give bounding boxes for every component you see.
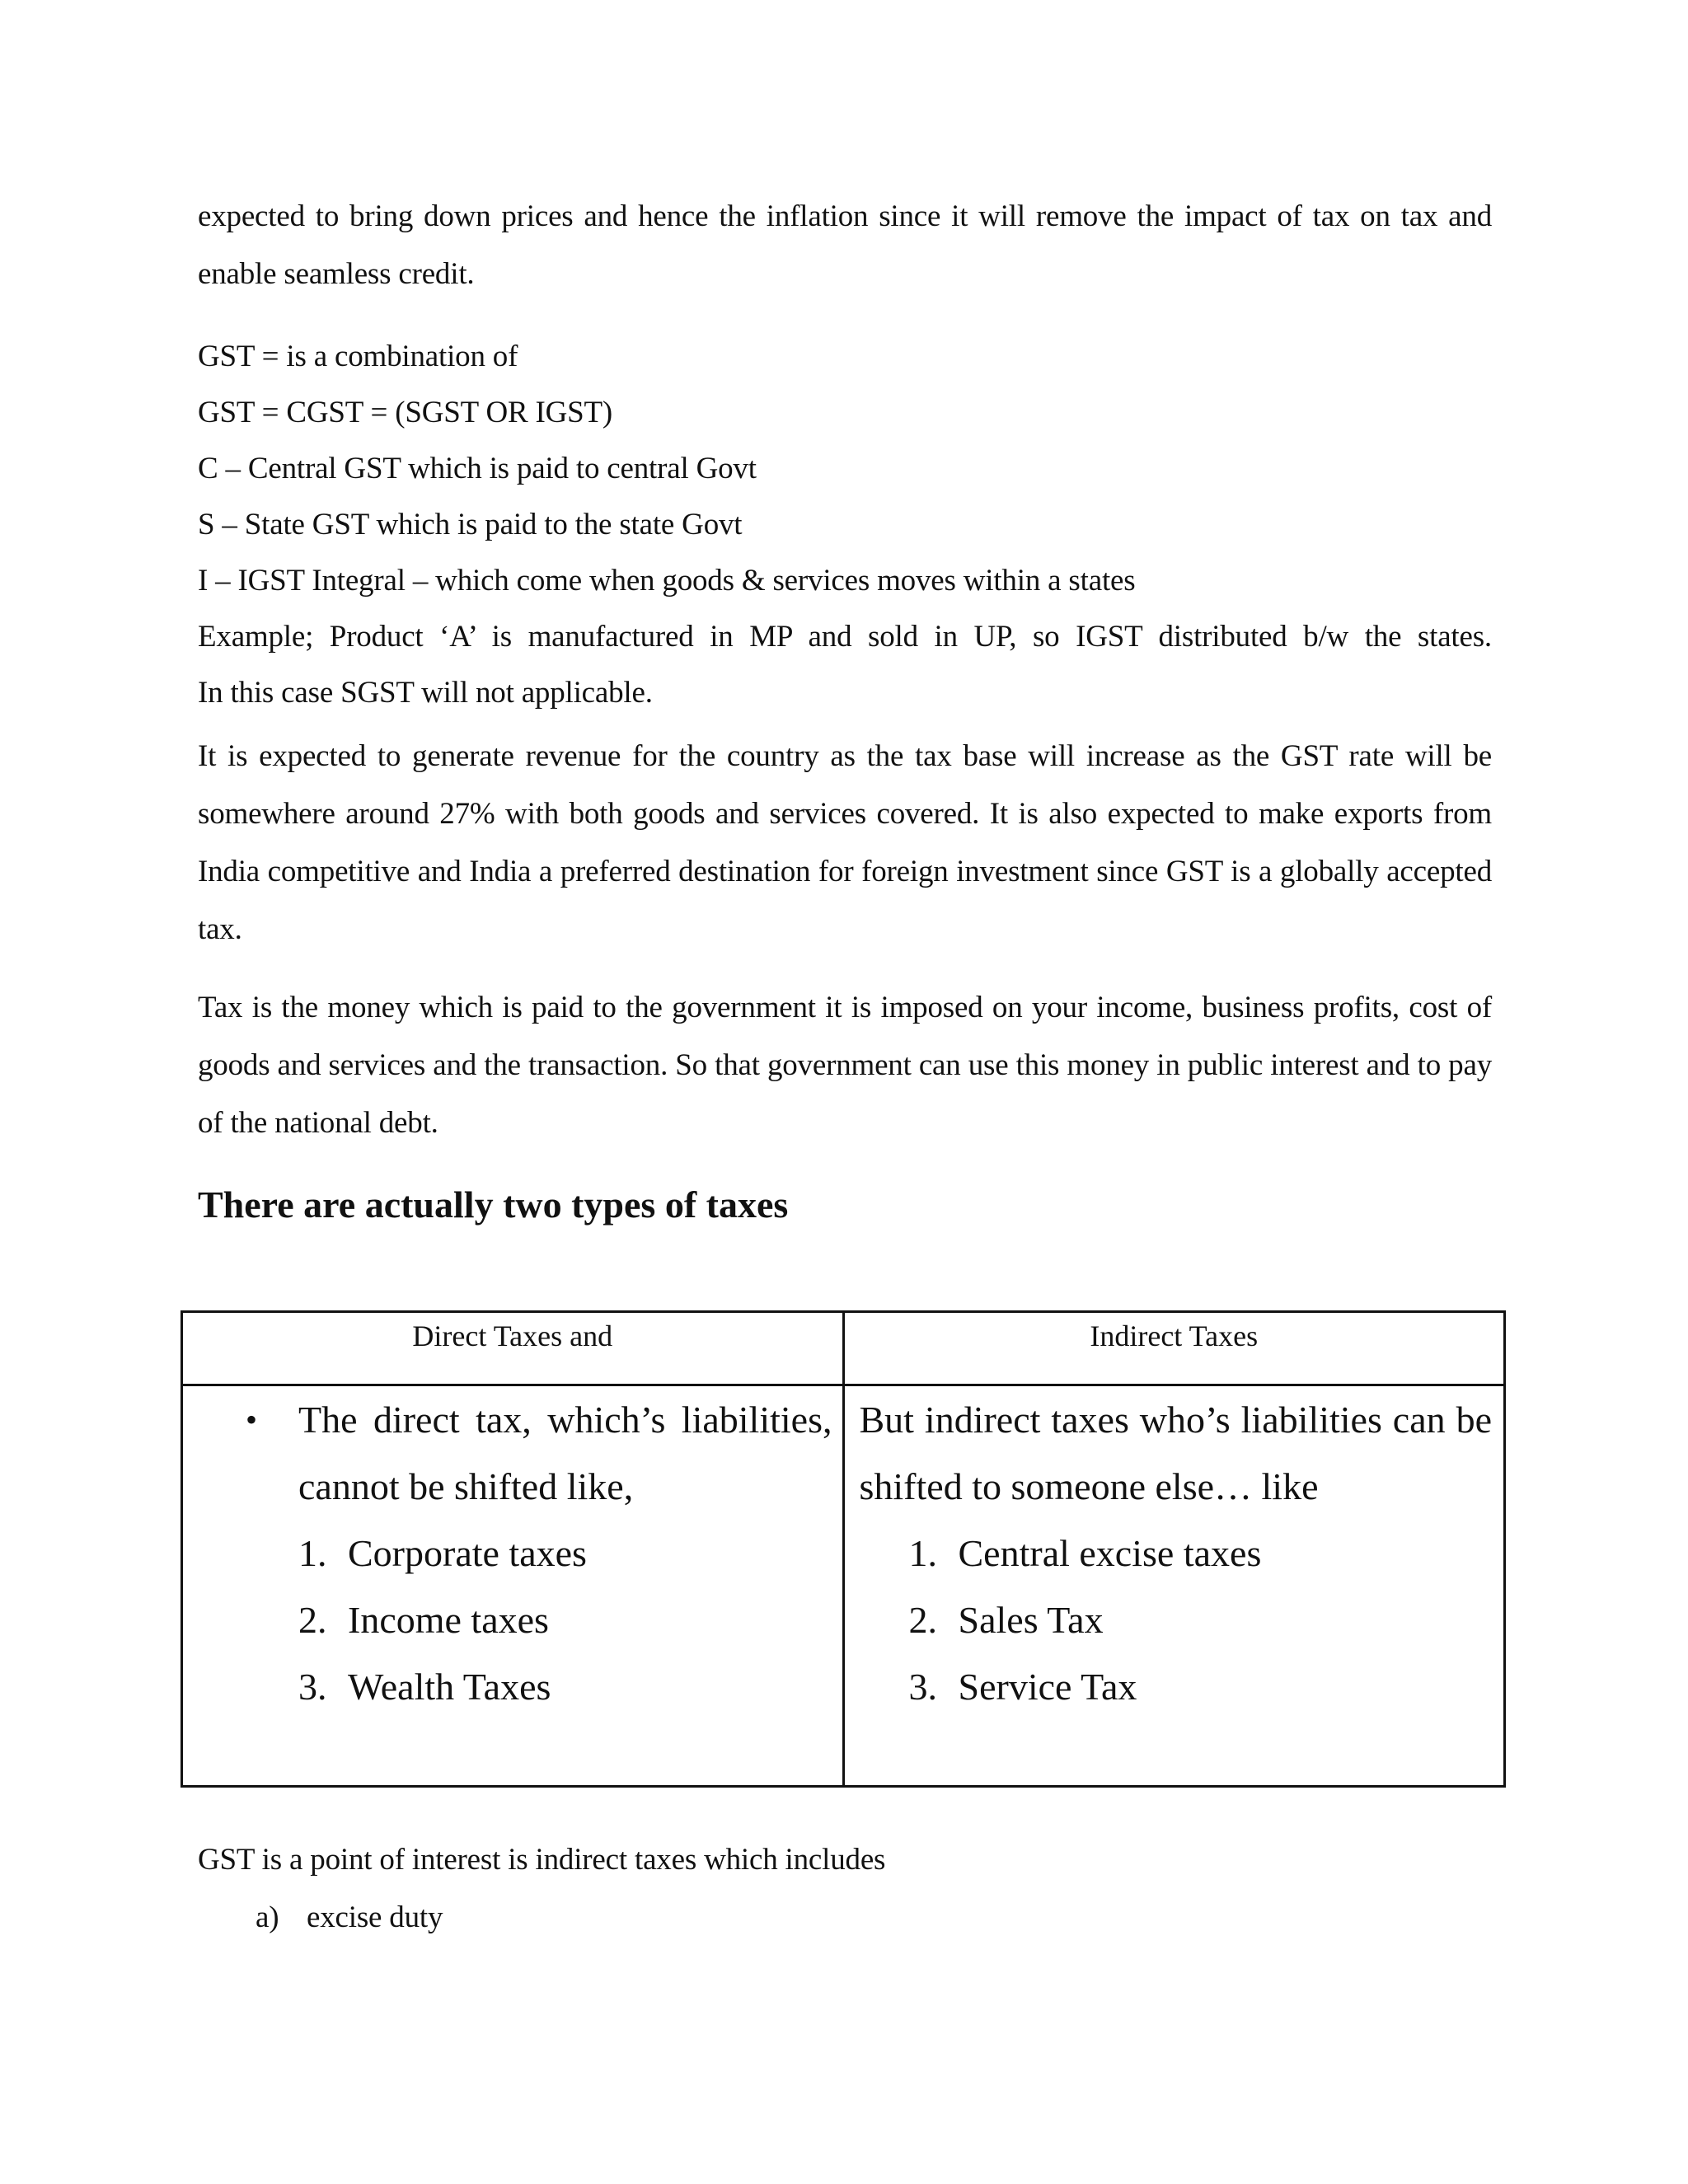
gst-line-4: S – State GST which is paid to the state Govt	[198, 508, 743, 541]
closing-list-item	[256, 1897, 443, 1938]
direct-tax-description: The direct tax, which’s liabilities, cannot be shifted like,	[298, 1399, 832, 1507]
list-item: 3. Wealth Taxes	[298, 1666, 551, 1708]
list-item: 3. Service Tax	[908, 1666, 1137, 1708]
indirect-tax-list	[860, 1520, 1493, 1720]
revenue-paragraph: It is expected to generate revenue for the country as the tax base will increase as the GST rate will be somewhere around 27% with both goods and services covered. It is also expected to make exports from India competitive and India a preferred destination for foreign investment since GST is a globally accepted tax.	[198, 739, 1492, 946]
list-label: excise duty	[307, 1900, 443, 1934]
gst-example-line: Example; Product ‘A’ is manufactured in MP and sold in UP, so IGST distributed b/w the states.	[198, 620, 1492, 654]
direct-taxes-cell	[182, 1385, 844, 1787]
indirect-tax-description: But indirect taxes who’s liabilities can be shifted to someone else… like	[859, 1399, 1492, 1507]
bullet-icon: •	[246, 1401, 258, 1438]
gst-line-1: GST = is a combination of	[198, 340, 518, 373]
intro-paragraph: expected to bring down prices and hence the inflation since it will remove the impact of tax on tax and enable seamless credit.	[198, 199, 1492, 291]
direct-taxes-header: Direct Taxes and	[182, 1312, 844, 1385]
list-item: 1. Corporate taxes	[298, 1532, 587, 1574]
gst-line-2: GST = CGST = (SGST OR IGST)	[198, 396, 613, 429]
direct-tax-list	[298, 1520, 832, 1720]
indirect-taxes-header: Indirect Taxes	[843, 1312, 1505, 1385]
list-marker: a)	[256, 1900, 279, 1934]
gst-line-7: In this case SGST will not applicable.	[198, 676, 653, 710]
list-item: 1. Central excise taxes	[908, 1532, 1262, 1574]
tax-definition-paragraph: Tax is the money which is paid to the government it is imposed on your income, business profits, cost of goods and services and the transaction. So that government can use this money in public interest and to pay of the national debt.	[198, 991, 1492, 1140]
section-heading: There are actually two types of taxes	[198, 1183, 789, 1226]
list-item: 2. Income taxes	[298, 1599, 549, 1641]
list-item: 2. Sales Tax	[908, 1599, 1104, 1641]
tax-types-table	[181, 1310, 1506, 1788]
gst-line-3: C – Central GST which is paid to central Govt	[198, 452, 757, 485]
closing-line: GST is a point of interest is indirect taxes which includes	[198, 1843, 886, 1877]
gst-line-5: I – IGST Integral – which come when goods & services moves within a states	[198, 564, 1136, 598]
indirect-taxes-cell	[843, 1385, 1505, 1787]
